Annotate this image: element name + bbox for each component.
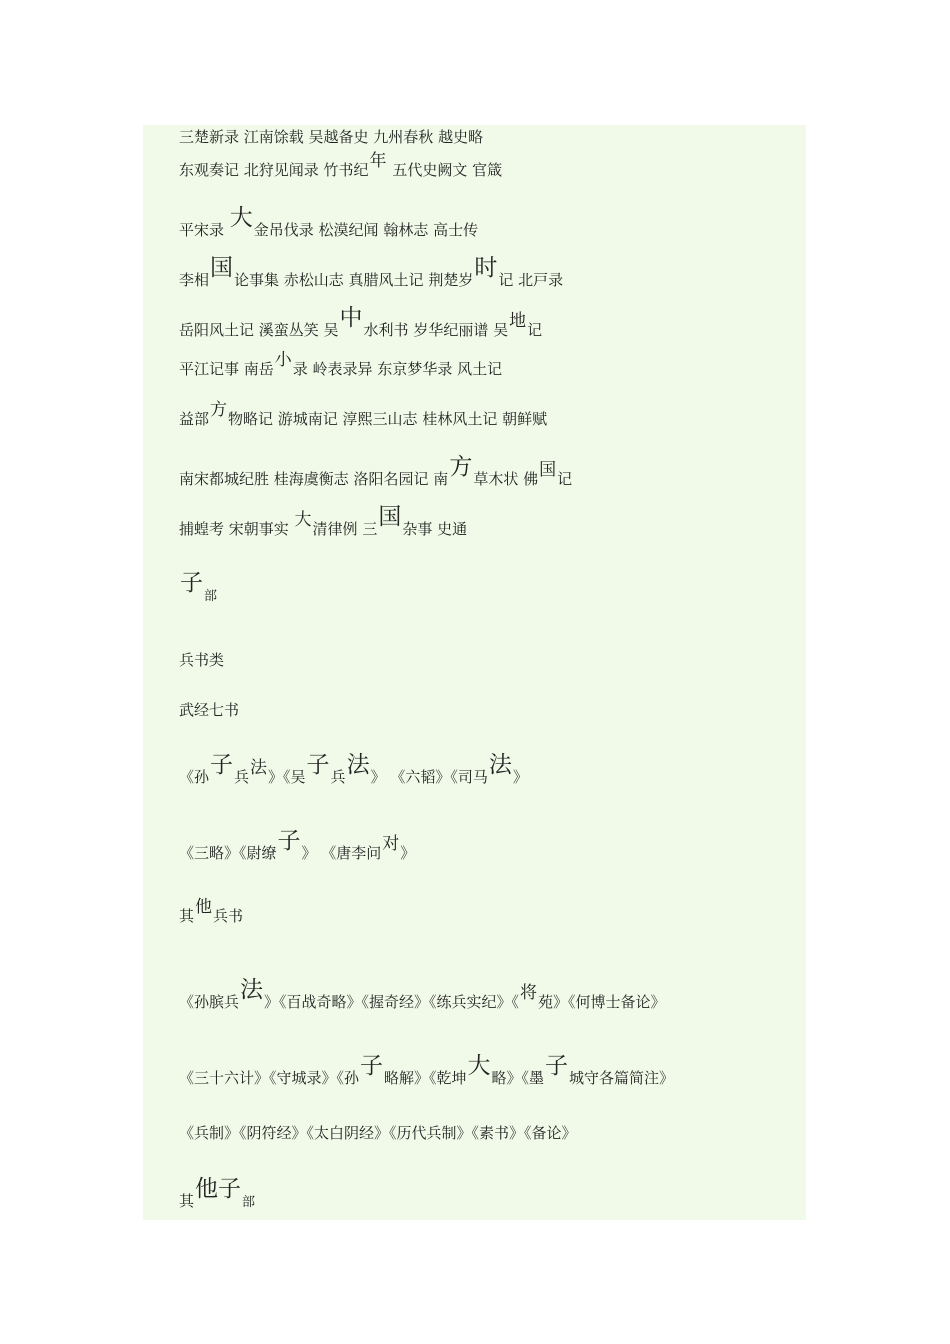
text-line (179, 128, 483, 146)
text-run: 》《百战奇略》《握奇经》《练兵实纪》《 (264, 993, 520, 1011)
text-run: 杂事 史通 (402, 520, 468, 538)
enlarged-glyph: 法 (488, 752, 512, 778)
text-run: 《孙膑兵 (179, 993, 240, 1011)
text-run: 兵 (330, 768, 346, 786)
text-line (179, 151, 503, 179)
text-run: 三楚新录 江南馀载 吴越备史 九州春秋 越史略 (179, 128, 484, 146)
text-run: 李相 (179, 271, 210, 289)
text-run: 》 《唐李问 (301, 844, 382, 862)
book-list-line (179, 828, 416, 862)
enlarged-glyph: 子 (210, 752, 234, 778)
text-line (179, 350, 503, 378)
text-run: 草木状 佛 (473, 470, 539, 488)
text-line (179, 255, 564, 289)
book-list-line (179, 1124, 577, 1142)
text-run: 》 《六韬》《司马 (370, 768, 488, 786)
text-run: 兵书 (213, 907, 244, 925)
text-run: 记 (557, 470, 573, 488)
enlarged-glyph: 子 (306, 752, 330, 778)
enlarged-glyph: 子 (545, 1053, 569, 1079)
text-run: 略解》《乾坤 (384, 1069, 467, 1087)
text-run: 五代史阙文 官箴 (387, 161, 503, 179)
text-run: 《孙 (179, 768, 210, 786)
enlarged-glyph: 部 (242, 1195, 256, 1210)
book-list-line (179, 1053, 675, 1087)
enlarged-glyph: 子 (360, 1053, 384, 1079)
text-run: 录 岭表录异 东京梦华录 风土记 (292, 360, 503, 378)
enlarged-glyph: 法 (250, 758, 268, 778)
enlarged-glyph: 时 (474, 255, 498, 281)
text-run: 《三十六计》《守城录》《孙 (179, 1069, 360, 1087)
enlarged-glyph: 大 (294, 510, 312, 530)
text-run: 记 北戸录 (498, 271, 564, 289)
text-run: 略》《墨 (491, 1069, 545, 1087)
text-run: 记 (527, 321, 543, 339)
text-run: 《三略》《尉缭 (179, 844, 277, 862)
text-run: 平江记事 南岳 (179, 360, 274, 378)
enlarged-glyph: 年 (369, 151, 387, 171)
text-run: 》 (512, 768, 528, 786)
subcategory-heading (179, 701, 239, 719)
enlarged-glyph: 国 (378, 504, 402, 530)
enlarged-glyph: 方 (449, 454, 473, 480)
enlarged-glyph: 子 (277, 828, 301, 854)
enlarged-glyph: 部 (204, 589, 218, 604)
enlarged-glyph: 小 (274, 350, 292, 370)
text-run: 论事集 赤松山志 真腊风土记 荆楚岁 (234, 271, 474, 289)
enlarged-glyph: 国 (210, 255, 234, 281)
enlarged-glyph: 地 (509, 311, 527, 331)
text-line (179, 400, 548, 428)
text-run: 益部 (179, 410, 210, 428)
text-line (179, 305, 543, 339)
text-run: 岳阳风土记 溪蛮丛笑 吴 (179, 321, 339, 339)
enlarged-glyph: 他子 (195, 1176, 242, 1202)
text-run: 金吊伐录 松漠纪闻 翰林志 高士传 (253, 221, 479, 239)
text-run: 清律例 三 (312, 520, 378, 538)
section-heading (179, 570, 218, 606)
text-run: 》 (400, 844, 416, 862)
enlarged-glyph: 大 (467, 1053, 491, 1079)
enlarged-glyph: 国 (539, 460, 557, 480)
text-run: 城守各篇简注》 (569, 1069, 675, 1087)
book-list-line (179, 752, 528, 786)
enlarged-glyph: 方 (210, 400, 228, 420)
text-run: 物略记 游城南记 淳熙三山志 桂林风土记 朝鲜赋 (228, 410, 548, 428)
text-run: 南宋都城纪胜 桂海虞衡志 洛阳名园记 南 (179, 470, 449, 488)
enlarged-glyph: 中 (339, 305, 363, 331)
text-line (179, 205, 479, 239)
text-run: 兵 (234, 768, 250, 786)
section-heading (179, 1176, 256, 1212)
book-list-line (179, 977, 666, 1011)
subcategory-heading (179, 897, 244, 925)
text-line (179, 454, 573, 488)
enlarged-glyph: 子 (180, 570, 203, 596)
text-run: 《兵制》《阴符经》《太白阴经》《历代兵制》《素书》《备论》 (179, 1124, 577, 1142)
enlarged-glyph: 他 (195, 897, 213, 917)
text-run: 武经七书 (179, 701, 240, 719)
enlarged-glyph: 法 (240, 977, 264, 1003)
enlarged-glyph: 法 (346, 752, 370, 778)
text-run: 苑》《何博士备论》 (538, 993, 666, 1011)
text-run: 东观奏记 北狩见闻录 竹书纪 (179, 161, 369, 179)
text-run: 捕蝗考 宋朝事实 (179, 520, 294, 538)
text-run: 其 (179, 907, 195, 925)
text-run: 水利书 岁华纪丽谱 吴 (363, 321, 509, 339)
text-run: 平宋录 (179, 221, 229, 239)
enlarged-glyph: 大 (229, 205, 253, 231)
text-line (179, 504, 468, 538)
category-heading (179, 651, 224, 669)
text-run: 》《吴 (268, 768, 306, 786)
text-run: 其 (179, 1192, 195, 1210)
enlarged-glyph: 对 (382, 834, 400, 854)
enlarged-glyph: 将 (520, 983, 538, 1003)
text-run: 兵书类 (179, 651, 225, 669)
